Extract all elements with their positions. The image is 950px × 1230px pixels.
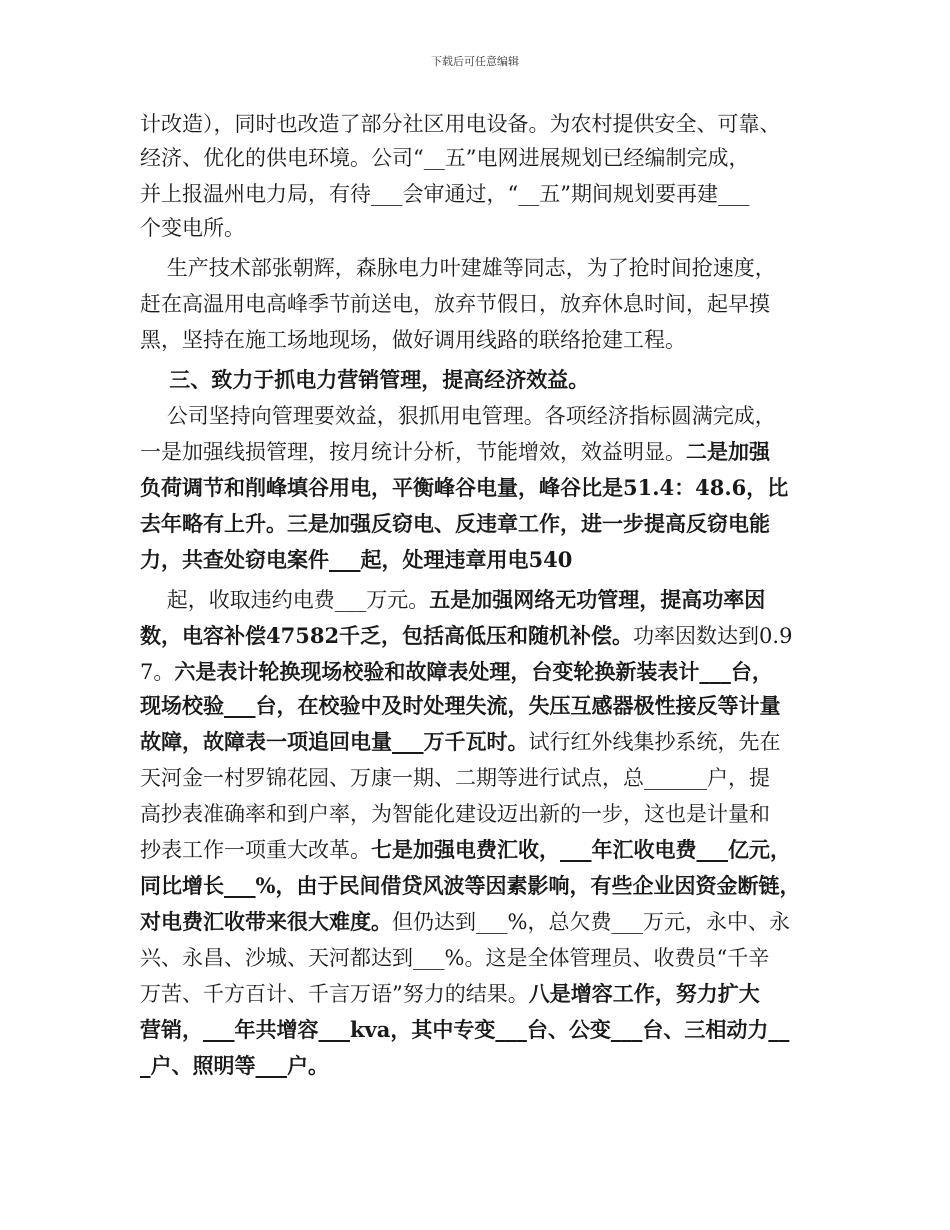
bold-segment: _户、照明等___户。 xyxy=(140,1053,329,1078)
text-segment: 功率因数达到0.9 xyxy=(633,624,793,648)
bold-segment: 七是加强电费汇收，___年汇收电费___亿元， xyxy=(371,837,791,862)
text-line xyxy=(0,834,950,866)
text-line xyxy=(0,906,950,938)
text-line xyxy=(0,1050,950,1082)
text-segment: 并上报温州电力局，有待___会审通过，“__五”期间规划要再建___ xyxy=(140,182,750,206)
text-segment: 经济、优化的供电环境。公司“__五”电网进展规划已经编制完成， xyxy=(140,146,750,170)
text-line xyxy=(0,798,950,830)
text-line xyxy=(0,584,950,616)
bold-segment: 六是表计轮换现场校验和故障表处理，台变轮换新装表计___台， xyxy=(174,659,773,684)
text-line xyxy=(0,472,950,504)
text-segment: 兴、永昌、沙城、天河都达到___%。这是全体管理员、收费员“千辛 xyxy=(140,946,770,970)
text-segment: 万苦、千方百计、千言万语”努力的结果。 xyxy=(140,982,529,1006)
bold-segment: 对电费汇收带来很大难度。 xyxy=(140,909,392,934)
text-line xyxy=(0,212,950,244)
text-segment: 生产技术部张朝辉，森脉电力叶建雄等同志，为了抢时间抢速度， xyxy=(140,256,776,280)
text-line xyxy=(0,544,950,576)
bold-segment: 数，电容补偿47582千乏，包括高低压和随机补偿。 xyxy=(140,623,634,648)
text-line xyxy=(0,508,950,540)
text-line xyxy=(0,620,950,652)
text-line xyxy=(0,762,950,794)
bold-segment: 现场校验___台，在校验中及时处理失流，失压互感器极性接反等计量 xyxy=(140,693,781,718)
text-line xyxy=(0,252,950,284)
text-line xyxy=(0,142,950,174)
bold-segment: 营销，___年共增容___kva，其中专变___台、公变___台、三相动力__ xyxy=(140,1017,790,1042)
text-line xyxy=(0,400,950,432)
text-line xyxy=(0,324,950,356)
text-segment: 计改造），同时也改造了部分社区用电设备。为农村提供安全、可靠、 xyxy=(140,112,781,136)
text-line xyxy=(0,288,950,320)
text-line xyxy=(0,726,950,758)
bold-segment: 同比增长___%，由于民间借贷风波等因素影响，有些企业因资金断链， xyxy=(140,873,801,898)
page-header: 下载后可任意编辑 xyxy=(431,55,519,68)
text-line xyxy=(0,942,950,974)
text-segment: 抄表工作一项重大改革。 xyxy=(140,838,371,862)
text-segment: 但仍达到___%，总欠费___万元，永中、永 xyxy=(392,910,790,934)
text-segment: 7。 xyxy=(140,660,175,684)
bold-segment: 三、致力于抓电力营销管理，提高经济效益。 xyxy=(140,367,590,392)
bold-segment: 五是加强网络无功管理，提高功率因 xyxy=(429,587,766,612)
text-line xyxy=(0,178,950,210)
text-segment: 个变电所。 xyxy=(140,216,245,240)
bold-segment: 去年略有上升。三是加强反窃电、反违章工作，进一步提高反窃电能 xyxy=(140,511,770,536)
text-segment: 起，收取违约电费___万元。 xyxy=(140,588,430,612)
text-segment: 黑，坚持在施工场地现场，做好调用线路的联络抢建工程。 xyxy=(140,328,686,352)
bold-segment: 故障，故障表一项追回电量___万千瓦时。 xyxy=(140,729,529,754)
text-segment: 试行红外线集抄系统，先在 xyxy=(528,730,781,754)
text-segment: 公司坚持向管理要效益，狠抓用电管理。各项经济指标圆满完成， xyxy=(140,404,776,428)
bold-segment: 二是加强 xyxy=(686,439,770,464)
text-segment: 赶在高温用电高峰季节前送电，放弃节假日，放弃休息时间，起早摸 xyxy=(140,292,770,316)
text-segment: 天河金一村罗锦花园、万康一期、二期等进行试点，总______户，提 xyxy=(140,766,770,790)
bold-segment: 八是增容工作，努力扩大 xyxy=(528,981,760,1006)
text-line xyxy=(0,690,950,722)
text-line xyxy=(0,436,950,468)
text-line xyxy=(0,656,950,688)
bold-segment: 力，共查处窃电案件___起，处理违章用电540 xyxy=(140,547,573,572)
bold-segment: 负荷调节和削峰填谷用电，平衡峰谷电量，峰谷比是51.4：48.6，比 xyxy=(140,475,789,500)
text-line xyxy=(0,978,950,1010)
text-line xyxy=(0,364,950,396)
text-line xyxy=(0,1014,950,1046)
text-segment: 高抄表准确率和到户率，为智能化建设迈出新的一步，这也是计量和 xyxy=(140,802,770,826)
text-segment: 一是加强线损管理，按月统计分析，节能增效，效益明显。 xyxy=(140,440,686,464)
text-line xyxy=(0,108,950,140)
text-line xyxy=(0,870,950,902)
